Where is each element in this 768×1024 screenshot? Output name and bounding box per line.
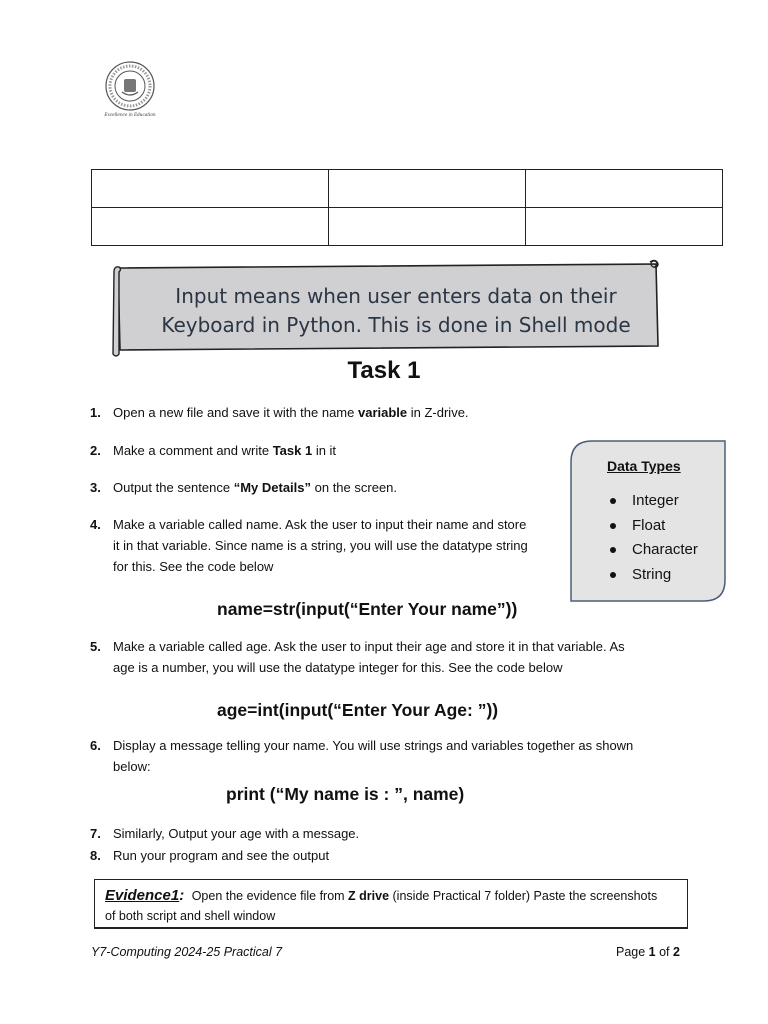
step-number: 5.: [90, 639, 101, 654]
evidence-label: Evidence1: [105, 887, 180, 904]
data-types-list: [610, 489, 698, 587]
step-1: 1. Open a new file and save it with the name variable in Z-drive.: [113, 402, 469, 423]
banner-text: [150, 282, 642, 340]
step-number: 8.: [90, 848, 101, 863]
step-number: 1.: [90, 405, 101, 420]
step-number: 7.: [90, 826, 101, 841]
banner-line-1: Input means when user enters data on their: [175, 284, 617, 308]
code-name-input: name=str(input(“Enter Your name”)): [217, 599, 518, 619]
step-number: 6.: [90, 738, 101, 753]
logo-motto: Excellence in Education: [104, 112, 156, 117]
step-3: 3. Output the sentence “My Details” on the screen.: [113, 477, 397, 498]
step-2: 2. Make a comment and write Task 1 in it: [113, 440, 336, 461]
header-cell: [329, 208, 526, 246]
data-type-item: Character: [610, 538, 698, 563]
step-8: 8. Run your program and see the output: [113, 845, 329, 866]
header-cell: [92, 170, 329, 208]
step-7: 7. Similarly, Output your age with a message.: [113, 823, 359, 844]
header-cell: [526, 170, 723, 208]
code-age-input: age=int(input(“Enter Your Age: ”)): [217, 700, 499, 720]
step-5: 5. Make a variable called age. Ask the user to input their age and store it in that variable. As age is a number, you will use the datatype integer for this. See the code below: [113, 636, 625, 678]
data-type-item: Integer: [610, 489, 698, 514]
data-types-title: Data Types: [607, 458, 681, 474]
school-logo: [100, 58, 160, 120]
step-number: 2.: [90, 443, 101, 458]
banner-line-2: Keyboard in Python. This is done in Shell mode: [161, 313, 631, 337]
step-number: 3.: [90, 480, 101, 495]
data-type-item: String: [610, 563, 698, 588]
header-cell: [329, 170, 526, 208]
code-print-name: print (“My name is : ”, name): [226, 784, 465, 804]
header-info-table: [91, 169, 723, 246]
step-4: 4. Make a variable called name. Ask the user to input their name and store it in that variable. Since name is a string, you will use the datatype string for this. See the code below: [113, 514, 528, 577]
header-cell: [526, 208, 723, 246]
task-title: Task 1: [347, 357, 421, 384]
data-type-item: Float: [610, 514, 698, 539]
evidence-box: Evidence1: Open the evidence file from Z drive (inside Practical 7 folder) Paste the screenshots of both script and shell window: [94, 879, 688, 929]
header-cell: [92, 208, 329, 246]
footer-course-label: Y7-Computing 2024-25 Practical 7: [91, 945, 283, 959]
footer-page-number: Page 1 of 2: [616, 945, 680, 959]
step-6: 6. Display a message telling your name. You will use strings and variables together as shown below:: [113, 735, 633, 777]
step-number: 4.: [90, 517, 101, 532]
